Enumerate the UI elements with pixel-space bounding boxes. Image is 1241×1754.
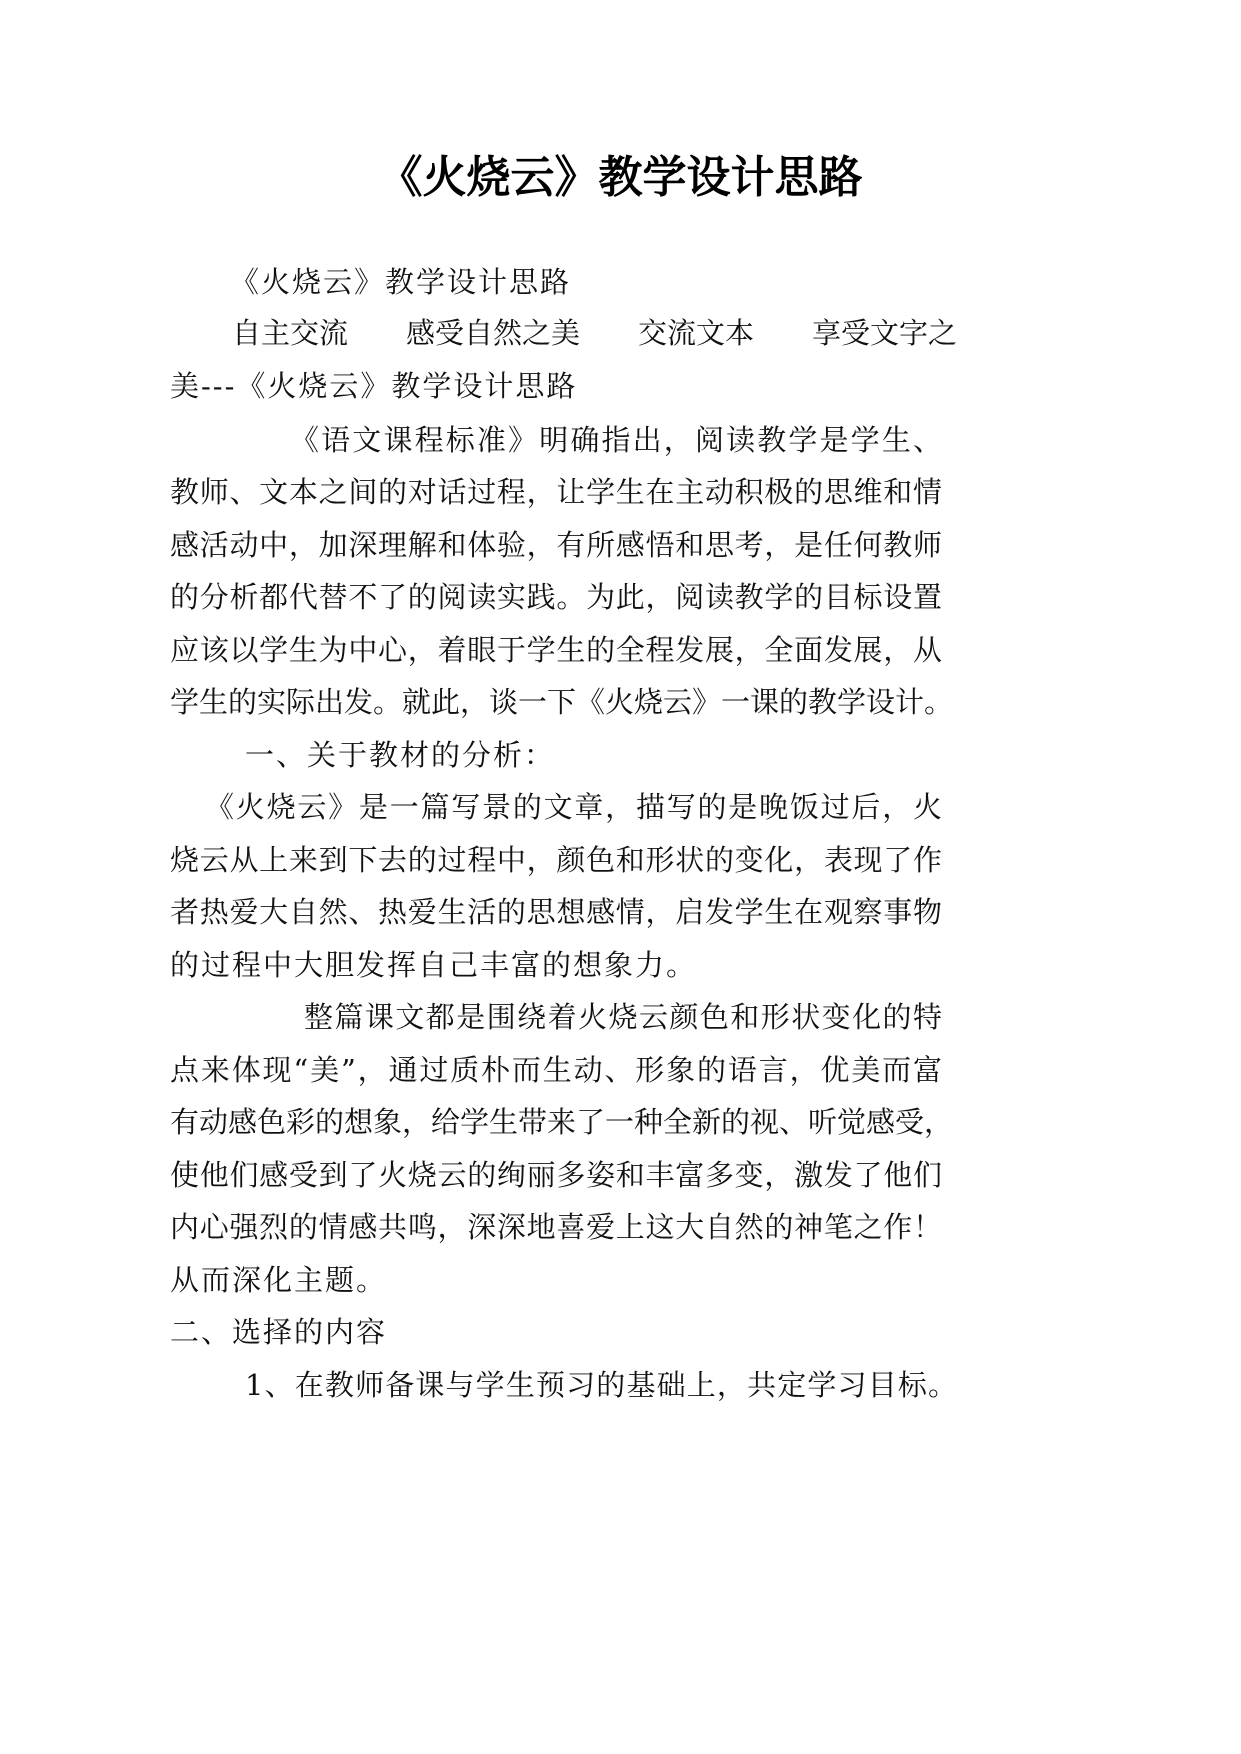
paragraph-line: 的分析都代替不了的阅读实践。为此，阅读教学的目标设置 — [170, 580, 942, 614]
paragraph-line: 应该以学生为中心，着眼于学生的全程发展，全面发展，从 — [170, 633, 942, 667]
paragraph-line: 教师、文本之间的对话过程，让学生在主动积极的思维和情 — [170, 475, 942, 509]
paragraph-line: 内心强烈的情感共鸣，深深地喜爱上这大自然的神笔之作！ — [170, 1210, 942, 1244]
subtitle-line: 《火烧云》教学设计思路 — [230, 265, 572, 299]
paragraph-line: 感活动中，加深理解和体验，有所感悟和思考，是任何教师 — [170, 528, 942, 562]
paragraph-line: 烧云从上来到下去的过程中，颜色和形状的变化，表现了作 — [170, 843, 942, 877]
paragraph-line: 从而深化主题。 — [170, 1263, 388, 1297]
document-title: 《火烧云》教学设计思路 — [378, 152, 863, 203]
list-item: 1、在教师备课与学生预习的基础上，共定学习目标。 — [245, 1368, 957, 1402]
paragraph-line: 者热爱大自然、热爱生活的思想感情，启发学生在观察事物 — [170, 895, 942, 929]
paragraph-line: 学生的实际出发。就此，谈一下《火烧云》一课的教学设计。 — [170, 685, 954, 719]
paragraph-line: 《火烧云》是一篇写景的文章，描写的是晚饭过后，火 — [205, 790, 942, 824]
paragraph-line: 整篇课文都是围绕着火烧云颜色和形状变化的特 — [304, 1000, 942, 1034]
paragraph-line: 点来体现“美”，通过质朴而生动、形象的语言，优美而富 — [170, 1053, 942, 1087]
paragraph-line: 《语文课程标准》明确指出，阅读教学是学生、 — [290, 423, 942, 457]
paragraph-line: 美---《火烧云》教学设计思路 — [170, 369, 578, 403]
paragraph-line: 有动感色彩的想象，给学生带来了一种全新的视、听觉感受， — [170, 1105, 954, 1139]
paragraph-line: 自主交流 感受自然之美 交流文本 享受文字之 — [232, 316, 958, 350]
paragraph-line: 使他们感受到了火烧云的绚丽多姿和丰富多变，激发了他们 — [170, 1158, 942, 1192]
section-heading: 二、选择的内容 — [170, 1315, 388, 1349]
paragraph-line: 的过程中大胆发挥自己丰富的想象力。 — [170, 948, 698, 982]
section-heading: 一、关于教材的分析： — [245, 738, 556, 772]
